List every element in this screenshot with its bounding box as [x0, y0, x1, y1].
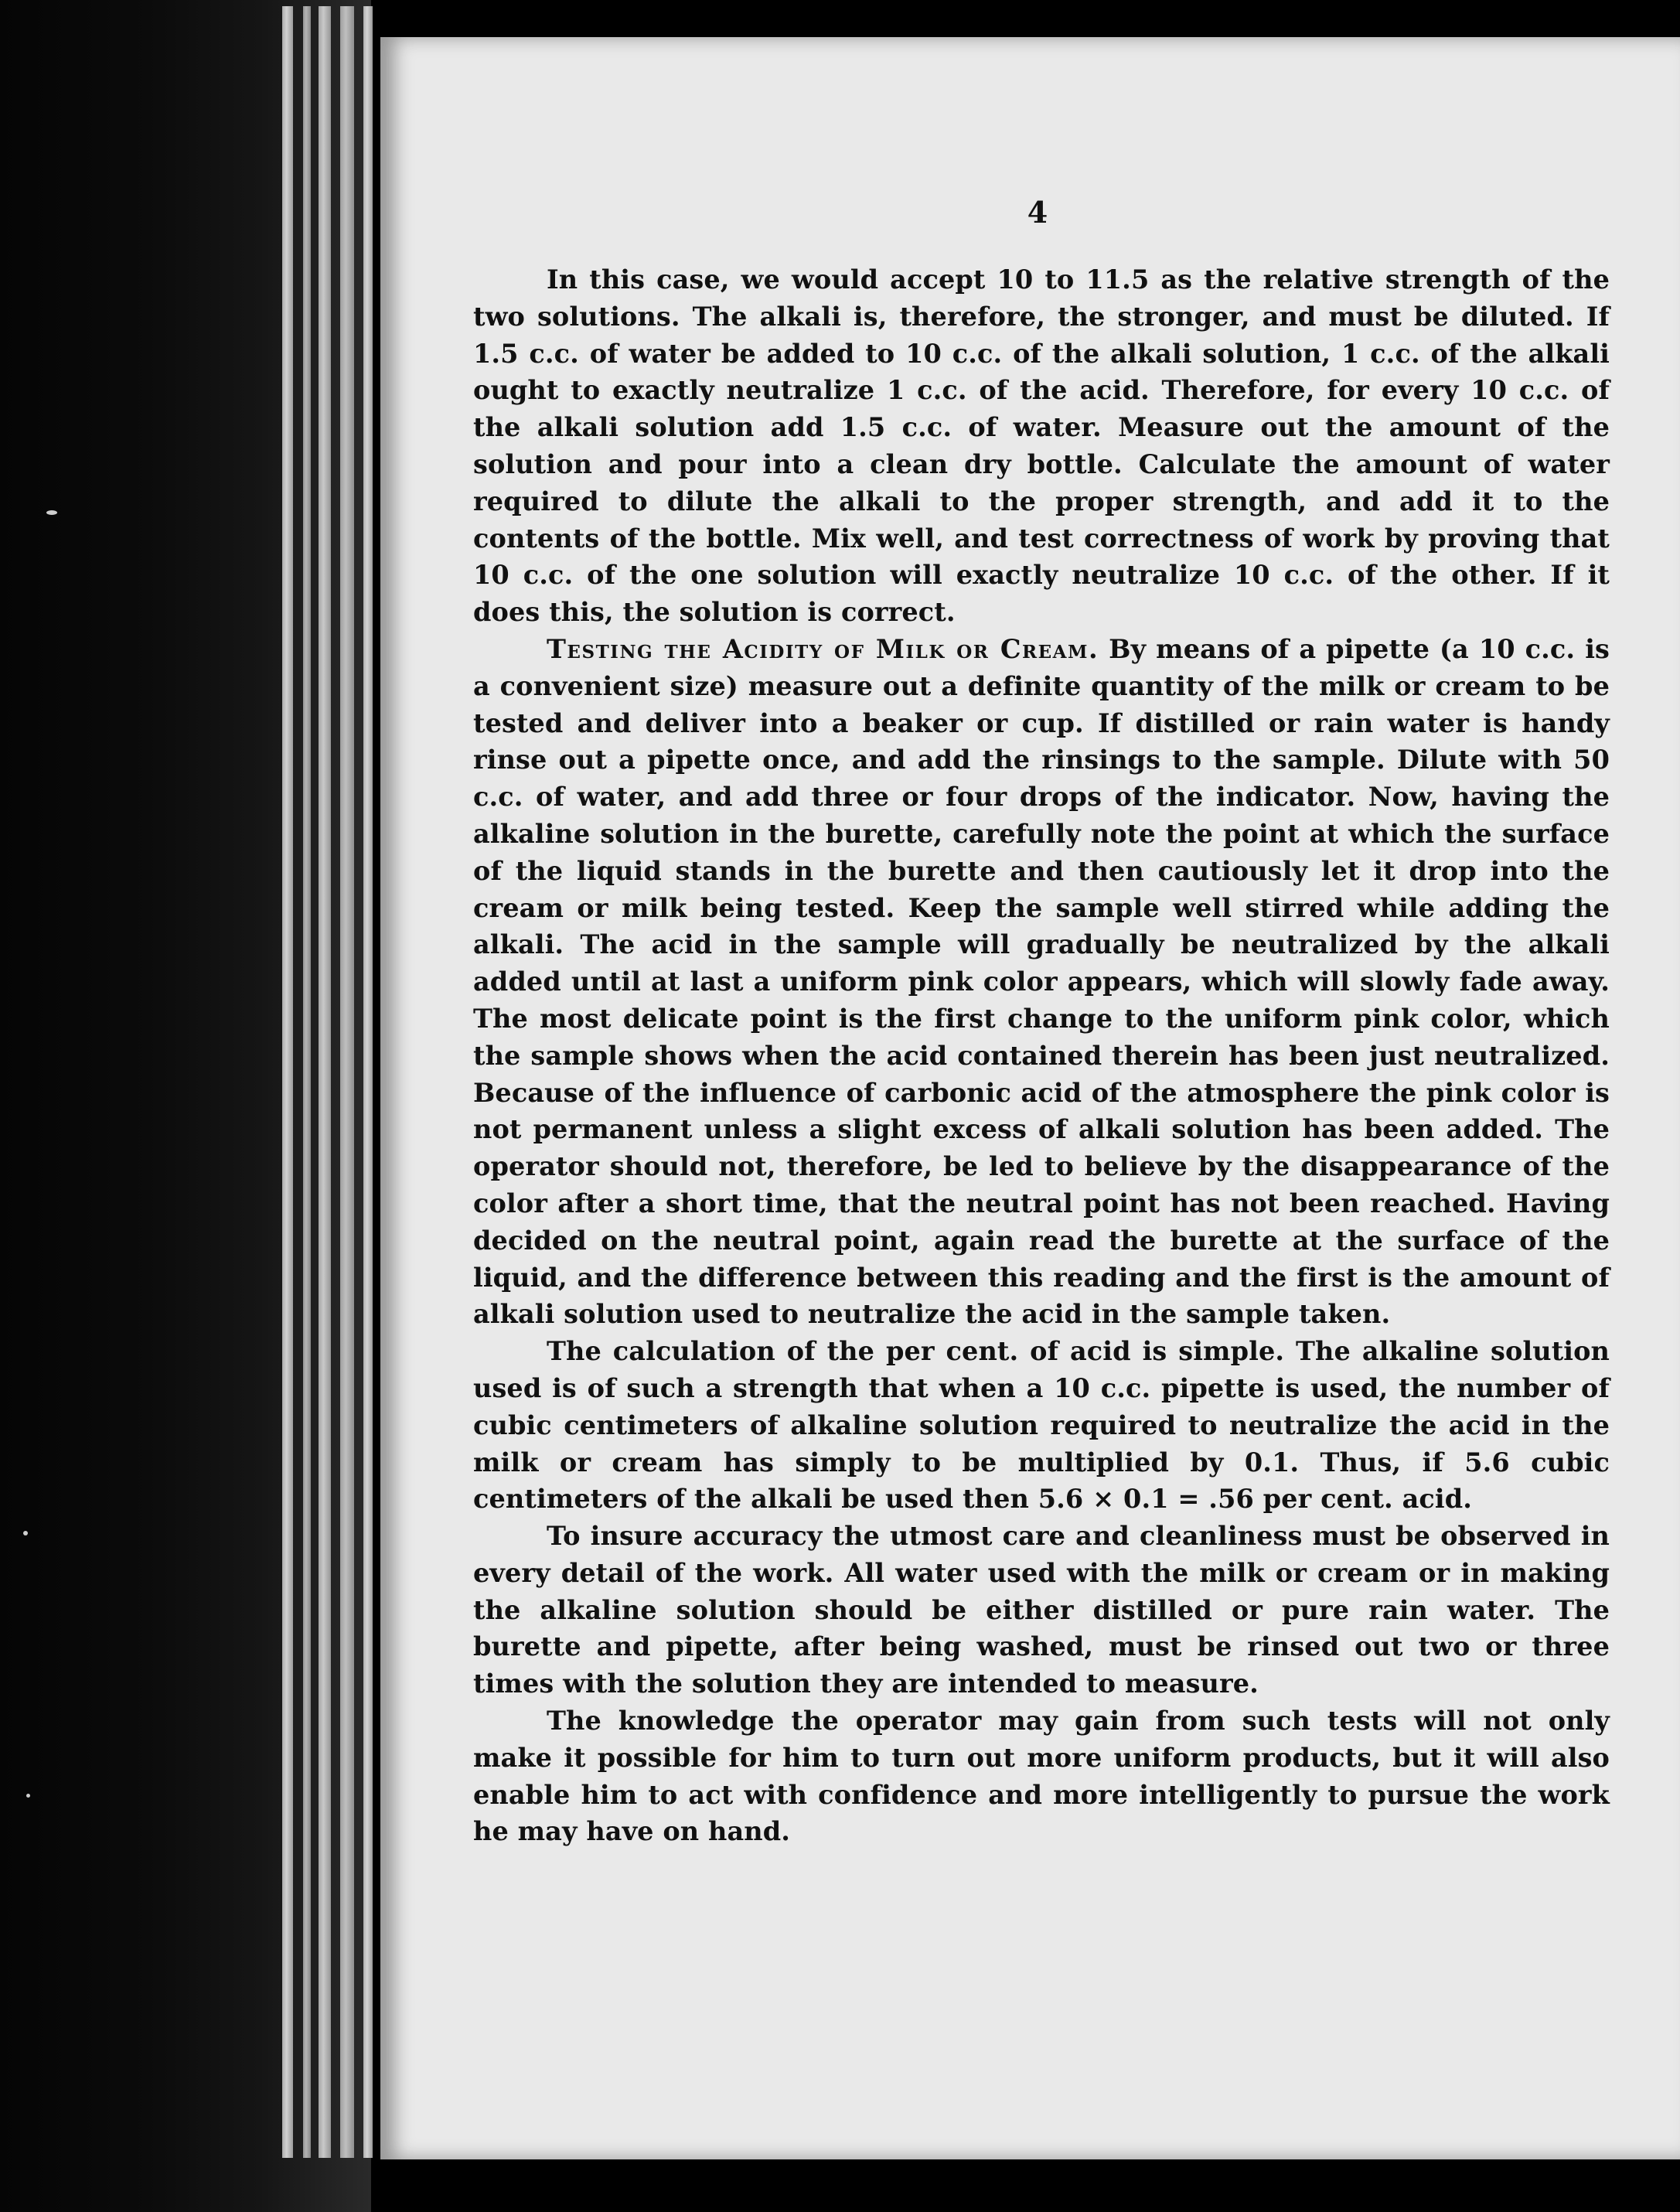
- paragraph-text: The knowledge the operator may gain from such tests will not only make it possible for him to turn out more uniform products, but it will also enable him to act with confidence and more intelligently to pursue the work he may have on hand.: [473, 1706, 1610, 1847]
- paragraph-text: The calculation of the per cent. of acid is simple. The alkaline solution used is of such a strength that when a 10 c.c. pipette is used, the number of cubic centimeters of alkaline solution required to neutralize the acid in the milk or cream has simply to be multiplied by 0.1. Thus, if 5.6 cubic centimeters of the alkali be used then 5.6 × 0.1 = .56 per cent. acid.: [473, 1336, 1610, 1515]
- paragraph-text: In this case, we would accept 10 to 11.5 as the relative strength of the two solutions. The alkali is, therefore, the stronger, and must be diluted. If 1.5 c.c. of water be added to 10 c.c. of the alkali solution, 1 c.c. of the alkali ought to exactly neutralize 1 c.c. of the acid. Therefore, for every 10 c.c. of the alkali solution add 1.5 c.c. of water. Measure out the amount of the solution and pour into a clean dry bottle. Calculate the amount of water required to dilute the alkali to the proper strength, and add it to the contents of the bottle. Mix well, and test correctness of work by proving that 10 c.c. of the one solution will exactly neutralize 10 c.c. of the other. If it does this, the solution is correct.: [473, 264, 1610, 628]
- paragraph: [473, 1702, 1610, 1850]
- page-edge: [340, 6, 354, 2158]
- paragraph: [473, 631, 1610, 1333]
- paragraph-text: To insure accuracy the utmost care and cleanliness must be observed in every detail of the work. All water used with the milk or cream or in making the alkaline solution should be either distilled or pure rain water. The burette and pipette, after being washed, must be rinsed out two or three times with the solution they are intended to measure.: [473, 1521, 1610, 1699]
- page-edge: [363, 6, 373, 2158]
- paragraph-text: By means of a pipette (a 10 c.c. is a convenient size) measure out a definite quantity of the milk or cream to be tested and deliver into a beaker or cup. If distilled or rain water is handy rinse out a pipette once, and add the rinsings to the sample. Dilute with 50 c.c. of water, and add three or four drops of the indicator. Now, having the alkaline solution in the burette, carefully note the point at which the surface of the liquid stands in the burette and then cautiously let it drop into the cream or milk being tested. Keep the sample well stirred while adding the alkali. The acid in the sample will gradually be neutralized by the alkali added until at last a uniform pink color appears, which will slowly fade away. The most delicate point is the first change to the uniform pink color, which the sample shows when the acid contained therein has been just neutralized. Because of the influence of carbonic acid of the atmosphere the pink color is not permanent unless a slight excess of alkali solution has been added. The operator should not, therefore, be led to believe by the disappearance of the color after a short time, that the neutral point has not been reached. Having decided on the neutral point, again read the burette at the surface of the liquid, and the difference between this reading and the first is the amount of alkali solution used to neutralize the acid in the sample taken.: [473, 633, 1610, 1330]
- paragraph: [473, 261, 1610, 631]
- section-heading: Testing the Acidity of Milk or Cream.: [547, 633, 1099, 664]
- page-edge: [319, 6, 331, 2158]
- page-edge: [282, 6, 293, 2158]
- scan-speck: [23, 1531, 28, 1535]
- body-text: [473, 261, 1610, 1850]
- paragraph: [473, 1333, 1610, 1518]
- scan-speck: [26, 1794, 30, 1798]
- page-number: 4: [1027, 195, 1048, 230]
- page-edge: [303, 6, 311, 2158]
- scan-speck: [46, 510, 57, 515]
- book-binding: [0, 0, 371, 2212]
- paragraph: [473, 1518, 1610, 1702]
